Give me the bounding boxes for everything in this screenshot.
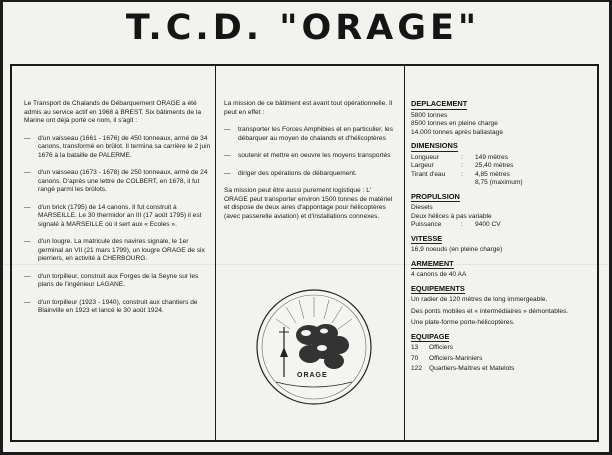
specs-column [411,100,596,374]
history-item: — d'un lougre. La matricule des navires signale, le 1er germinal an VII (21 mars 1799), un lougre ORAGE de six pierriers, en activité à CHERBOURG. [24,238,205,262]
crew-row: 13 Officiers [411,344,454,351]
equipements-heading: EQUIPEMENTS [411,283,465,293]
dimension-row: Largeur : 25,40 mètres [411,162,514,169]
spec-line: Une plate-forme porte-hélicoptères. [411,319,515,326]
spec-line: Des ponts mobiles et « intermédiaires » démontables. [411,307,569,315]
spec-line: Diesels [411,204,433,211]
vitesse-heading: VITESSE [411,233,443,243]
mission-intro: La mission de ce bâtiment est avant tout opérationnelle. Il peut en effet : [224,100,393,116]
dimension-row: 8,75 (maximum) [475,179,523,186]
history-item: — d'un torpilleur, construit aux Forges de la Seyne sur les plans de l'ingénieur LAGANE. [24,272,199,288]
column-divider-right [404,64,405,442]
spec-line: 8500 tonnes en pleine charge [411,120,498,127]
dimension-row: Tirant d'eau : 4,85 mètres [411,170,510,178]
column-divider-left [215,64,216,442]
spec-line: 4 canons de 40 AA [411,271,467,278]
mission-item: — soutenir et mettre en oeuvre les moyens transportés [224,152,391,159]
ship-emblem [254,287,374,407]
spec-line: 16,9 noeuds (en pleine charge) [411,246,503,253]
history-item: — d'un brick (1795) de 14 canons. Il fut construit à MARSEILLE. Le 30 thermidor an III (17 août 1795) il est signalé à MARSEILLE où il sert aux « Ecoles ». [24,203,202,228]
propulsion-heading: PROPULSION [411,191,460,201]
puissance-row: Puissance : 9400 CV [411,221,501,228]
history-item: — d'un vaisseau (1661 - 1676) de 450 tonneaux, armé de 34 canons, transformé en brûlot. Il termina sa carrière le 2 juin 1676 à la bataille de PALERME. [24,134,211,159]
equipage-heading: EQUIPAGE [411,331,450,341]
crew-row: 122 Quartiers-Maîtres et Matelots [411,365,515,372]
history-intro: Le Transport de Chalands de Débarquement ORAGE a été admis au service actif en 1968 à BREST. Six bâtiments de la Marine ont déjà porté ce nom, il s'agit : [24,100,202,124]
spec-line: 5800 tonnes [411,111,448,119]
mission-item: — diriger des opérations de débarquement. [224,169,357,177]
mission-item: — transporter les Forces Amphibies et en particulier, les débarquer au moyen de chalands et d'hélicoptères [224,126,394,142]
mission-logistics: Sa mission peut être aussi purement logistique : L' ORAGE peut transporter environ 1500 tonnes de matériel et dispose de deux aires d'appontage pour hélicoptères (avec passerelle aviation) et d'installations connexes. [224,187,393,220]
spec-line: Deux hélices à pas variable [411,212,492,220]
spec-line: 14.000 tonnes après ballastage [411,128,504,136]
deplacement-heading: DEPLACEMENT [411,99,468,108]
spec-line: Un radier de 120 mètres de long immergeable. [411,296,548,303]
history-column [24,100,214,316]
history-item: — d'un torpilleur (1923 - 1940), construit aux chantiers de Blainville en 1923 et lancé le 30 août 1924. [24,298,198,314]
emblem-label: ORAGE [297,372,328,379]
armement-heading: ARMEMENT [411,258,454,268]
history-item: — d'un vaisseau (1673 - 1678) de 250 tonneaux, armé de 24 canons. D'après une lettre de COLBERT, en 1678, il fut rangé parmi les brûlots. [24,169,208,193]
crew-row: 70 Officiers-Mariniers [411,354,483,362]
dimensions-heading: DIMENSIONS [411,141,458,150]
mission-column [224,100,396,221]
dimension-row: Longueur : 149 mètres [411,153,508,161]
page-title: T.C.D. "ORAGE" [125,8,481,48]
